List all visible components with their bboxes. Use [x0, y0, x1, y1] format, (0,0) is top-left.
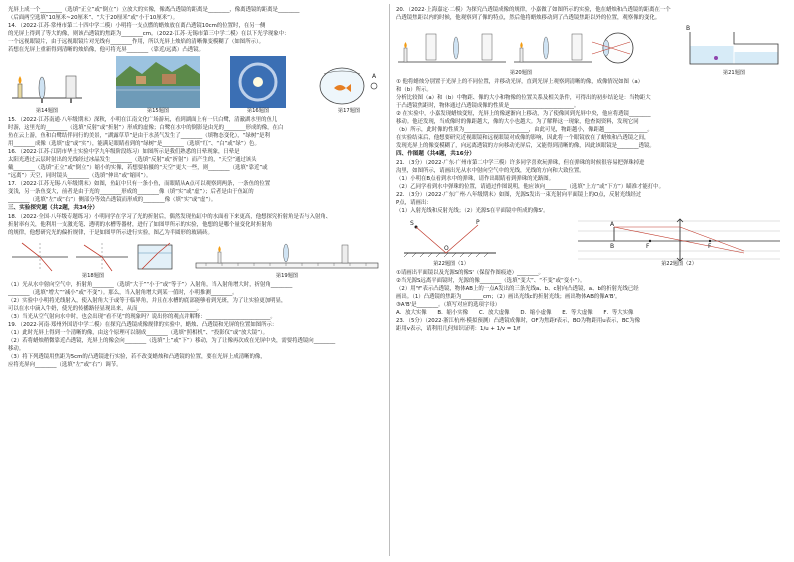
svg-text:P: P — [476, 218, 480, 226]
left-column — [8, 6, 382, 552]
text-line: 时游，这里光的________（选填“反射”或“折射”）形成的虚像；白鹭在水中的倒影是由光的________形成的像，在白 — [8, 125, 284, 131]
figure-19 — [192, 239, 382, 280]
figure-17 — [316, 62, 382, 115]
text-line: 光屏上成一个________（选填“正立”或“倒立”）立放大的实像，像离凸透镜的距离是________，像离透镜的距离是________ — [8, 7, 300, 13]
text-line: 的光屏上得到了等大的像，则该凸透镜的焦距为________cm。（2022·江苏·无锡市第三中学二模）在以下光学现象中： — [8, 31, 290, 37]
text-line: 画出。（1）凸透镜的焦距为________cm；（2）画出光线c的折射光线；画出物体AB的像A'B'。 — [396, 293, 621, 300]
svg-text:F: F — [708, 242, 712, 250]
figure-caption: 第14题图 — [35, 108, 59, 114]
text-line: 折射率有关，他利用一支激光笔、透明的水槽等器材，进行了如图甲所示的实验，他想的是哪个量变化时折射角 — [8, 221, 273, 228]
text-line: 移动。他还发现，当成像时的像距越大，像的大小也越大。为了解释这一现象，他查阅资料，发现它同 — [396, 119, 639, 125]
water-container-diagram — [684, 24, 784, 70]
text-line: （3）当光从空气射向水中时，也会出现“看不见”的现象吗？说出你的观点并解释：________________________。 — [8, 313, 276, 320]
text-line: 可以在水中滴入牛奶，使光的传播路径显现出来，从而______________________。 — [8, 305, 203, 312]
left-block-b — [8, 116, 382, 204]
right-block-c — [396, 269, 784, 333]
text-line: 19．（2022·河南·郑州外国语中学二模）在探究凸透镜成像规律的实验中，蜡烛、凸透镜和光屏的位置如图所示： — [8, 321, 278, 328]
text-line: ① 他将蜡烛分别置于光屏上的不同位置，并移动光屏，直到光屏上观察到清晰的像，成像情况如图（a） — [396, 79, 644, 85]
text-line: 应将光屏向________（选填“左”或“右”）调节。 — [8, 361, 122, 368]
figure-caption: 第19题图 — [275, 272, 299, 279]
right-block-a — [396, 6, 784, 22]
text-line: 凸透镜焦距以内的时候，他观察到了像的特点，然后他将蜡烛移动到了凸透镜焦距以外的位置，观察像的变化。 — [396, 15, 661, 21]
left-block-c — [8, 213, 382, 237]
figure-15 — [116, 56, 200, 115]
text-line: P点，请画出： — [396, 199, 432, 206]
figure-caption: 第17题图 — [337, 108, 361, 114]
lake-photo — [116, 56, 200, 108]
text-line: （2）若将蜡烛稍微靠近凸透镜，光屏上的像会向________（选填“上”或“下”）移动，为了让像再次成在光屏中央，需要将透镜向________ — [8, 337, 336, 344]
text-line: ________（选填“左”或“右”）侧部分等效凸透镜而形成的________像（填“实”或“虚”）。 — [8, 197, 217, 203]
text-line: 18．（2022·全国·八年级专题练习）小明同学在学习了光的折射后，偶然发现鱼缸中的水面看下来更高，他想探究折射角是否与入射角、 — [8, 213, 332, 220]
text-line: A．放大实像 B．缩小实像 C．放大虚像 D．缩小虚像 E．等大虚像 F．等大实像 — [396, 309, 634, 316]
text-line: 用________成像（选填“虚”或“实”），能满足眼睛看到的“绿树”是________（选填“红”、“白”或“绿”）色。 — [8, 141, 260, 147]
text-line: 戴________（选填“正立”或“倒立”）缩小的实像，若想要拍摄的“天空”更大一些，则________（选填“靠近”或 — [8, 165, 268, 171]
text-line: 17．（2022·江苏无锡·八年级期末）如图，鱼缸中只有一条小鱼，而眼睛从A点可以观察到两条，一条鱼的位置 — [8, 181, 271, 187]
figure-row-18-19 — [8, 239, 382, 280]
text-line: （后面两空选填“10厘米~20厘米”、“大于20厘米”或“小于10厘米”）。 — [8, 15, 178, 21]
text-line: 发现光屏上的像变模糊了，向远离透镜的方向移动光屏后，又能得到清晰的像，因此该眼镜是________透镜。 — [396, 143, 655, 149]
figure-14 — [8, 64, 86, 115]
solar-halo-photo — [230, 56, 286, 108]
text-line: （b）所示，此时像的性质为________________________，由此可见，物距越小，像距越________________。 — [396, 127, 653, 133]
text-line: ①请画出平面镜以及光源S的像S'（保留作图痕迹）________。 — [396, 269, 544, 276]
text-line: 22．（3分）（2022·广东广州·八年级期末）如图，光源S发出一束光射向平面镜上的O点，反射光线经过 — [396, 191, 642, 198]
figure-caption: 第22题图（1） — [433, 260, 469, 267]
svg-text:A: A — [372, 73, 377, 80]
text-line: 的规律，他想研究光的偏折规律，于是如图甲所示进行实验，图乙为半圆形的玻璃砖。 — [8, 229, 213, 236]
text-line: ③A'B'是________。（填写对应的选项字母） — [396, 301, 501, 308]
text-line: ② 在实验中，小嘉发现蜡烛变短，光屏上的像逐渐向上移动，为了使像回到光屏中央，他应将透镜________ — [396, 111, 651, 117]
section-heading: 四、作图题（共4题，共16分） — [396, 151, 475, 157]
svg-text:F: F — [646, 242, 650, 250]
refraction-diagrams — [8, 239, 178, 273]
left-block-a — [8, 6, 382, 54]
text-line: 距用v表示，请利用几何知识证明：1/u + 1/v = 1/f — [396, 325, 521, 332]
right-block-b — [396, 78, 784, 215]
mirror-reflection-diagram — [396, 217, 506, 261]
left-block-d — [8, 281, 382, 369]
text-line: （3）将下列透镜用焦距为5cm的凸透镜进行实验，若不改变蜡烛和凸透镜的位置，要在光屏上成清晰的像， — [8, 353, 266, 360]
text-line: 15．（2022·江苏南通·八年级期末）深秋，小明在江南文化广场游玩，看到湖面上有一只白鹭，清澈湖水里的鱼儿 — [8, 117, 278, 123]
candle-lens-screen-diagram — [8, 64, 86, 108]
text-line: （1）光从水中射向空气中，折射角________（选填“大于”“小于”或“等于”）入射角，当入射角增大时，折射角________ — [8, 281, 293, 288]
text-line: 和（b）所示。 — [396, 87, 432, 93]
text-line: 16．（2022·江苏·江阴市华士实验中学九年级阶段练习）如图所示是我们熟悉的日晕现象，日晕是 — [8, 149, 240, 155]
text-line: 一个远视眼镜片，由于远视眼镜片对光线有________作用，所以光屏上烛焰的清晰像变模糊了（如图所示）。 — [8, 39, 265, 45]
text-line: 变浅，另一条鱼变大，前者是由于光的________形成的________像（填“实”或“虚”）；后者是由于鱼缸的 — [8, 189, 254, 195]
text-line: 分析比较图（a）和（b）中物距、像的大小和物像的位置关系及相关条件，可得出的初步结论是：当物距大 — [396, 95, 651, 101]
column-divider — [389, 4, 390, 556]
text-line: 在实验结束后，他想要研究近视眼镜和远视眼镜对成像的影响，因此将一个眼镜放在了蜡烛和凸透镜之间， — [396, 135, 650, 141]
figure-row-20-21 — [396, 24, 784, 77]
text-line: 太阳光透过云层时射出的光线经过冰晶发生________（选填“反射”或“折射”）而产生的，“天空”通过该头 — [8, 157, 257, 163]
svg-text:O: O — [444, 244, 449, 252]
text-line: 23．（5分）（2022·浙江杭州·模拟预测）凸透镜成像时，OF为焦距f表示，BO为物距用u表示，BC为像 — [396, 317, 640, 324]
text-line: 沟里，如图所示，请画出光从水中射向空气中的光线，光线的方向和大致位置。 — [396, 167, 585, 174]
text-line: “远离”）天空，同时镜头________（选填“伸出”或“缩回”）。 — [8, 173, 152, 179]
figure-caption: 第15题图 — [146, 108, 170, 114]
text-line: ________（选填“增大”“减小”或“不变”）。那么，当入射角增大到某一值时，小明推测________。 — [8, 289, 238, 296]
figure-caption: 第22题图（2） — [661, 260, 697, 267]
text-line: 于凸透镜焦距时，物体通过凸透镜成像的性质是________________________。 — [396, 103, 580, 109]
optical-bench-diagram — [192, 239, 382, 273]
text-line: 14．（2022·江苏·常州市第二十四中学二模）小明将一支点燃的蜡烛放在离凸透镜10cm的位置时，在另一侧 — [8, 23, 266, 29]
text-line: 鱼在云上游，鱼和白鹭结伴同行的美景，“湖露草草”是由于水蒸气发生了________（填物态变化），“绿树”是利 — [8, 133, 270, 139]
figure-22-1 — [396, 217, 506, 268]
figure-20 — [396, 24, 646, 77]
text-line: 20．（2022·上海嘉定·二模）为探究凸透镜成像的规律，小嘉做了如图所示的实验，他在蜡烛和凸透镜的距离在一个 — [396, 7, 671, 13]
figure-caption: 第16题图 — [246, 108, 270, 114]
figure-caption: 第20题图 — [509, 70, 533, 76]
lens-ray-diagram — [574, 217, 784, 261]
figure-22-2 — [574, 217, 784, 268]
text-line: （1）此时光屏上得到一个清晰的像，由这个原理可以制成________（选填“照相机”、“投影仪”或“放大镜”）。 — [8, 329, 269, 336]
svg-text:B: B — [686, 25, 691, 32]
svg-text:S: S — [410, 219, 414, 227]
fishbowl-diagram — [316, 62, 382, 108]
text-line: 21．（3分）（2022·广东·广州市第二中学三模）许多同学喜欢玩弹珠，但在弹珠的时候很容易把弹珠掉进 — [396, 159, 645, 166]
figure-row-22 — [396, 217, 784, 268]
figure-16 — [230, 56, 286, 115]
figure-row-14-17 — [8, 56, 382, 115]
section-heading: 三、实验探究题（共2题，共34分） — [8, 205, 98, 211]
svg-text:A: A — [610, 220, 615, 228]
figure-caption: 第18题图 — [81, 272, 105, 279]
text-line: ②当光源S远离平面镜时，光源的像________（选填“变大”、“不变”或“变小”）。 — [396, 277, 586, 284]
right-column — [396, 6, 784, 552]
text-line: （2）乙同学看到水中弹珠的位置，请通过作图说明，他应该向________（选填“上方”或“下方”）瞄准才能打中。 — [396, 183, 664, 190]
figure-21 — [684, 24, 784, 77]
text-line: （2）实验中小明将光线射入，使入射角大于或等于临界角，并且在水槽的底部能够看到光斑，为了让实验更加明显， — [8, 297, 287, 304]
text-line: （1）小明在B点看到水中的弹珠，请作出眼睛看到弹珠的光路图。 — [396, 175, 555, 182]
text-line: （1）入射光线和反射光线；（2）光源S在平面镜中所成的像S'。 — [396, 207, 549, 214]
text-line: （2）用"f"表示凸透镜，物体AB上的一点A发出的三条光线a、b、c射向凸透镜，a、b的折射光线已经 — [396, 285, 639, 292]
text-line: 移动。 — [8, 345, 25, 352]
text-line: 若想在光屏上重新得到清晰的烛焰像，他可将光屏________（靠近/远离）凸透镜。 — [8, 47, 204, 53]
svg-text:B: B — [610, 242, 615, 250]
lens-imaging-experiments — [396, 24, 646, 70]
figure-18 — [8, 239, 178, 280]
figure-caption: 第21题图 — [722, 70, 746, 76]
